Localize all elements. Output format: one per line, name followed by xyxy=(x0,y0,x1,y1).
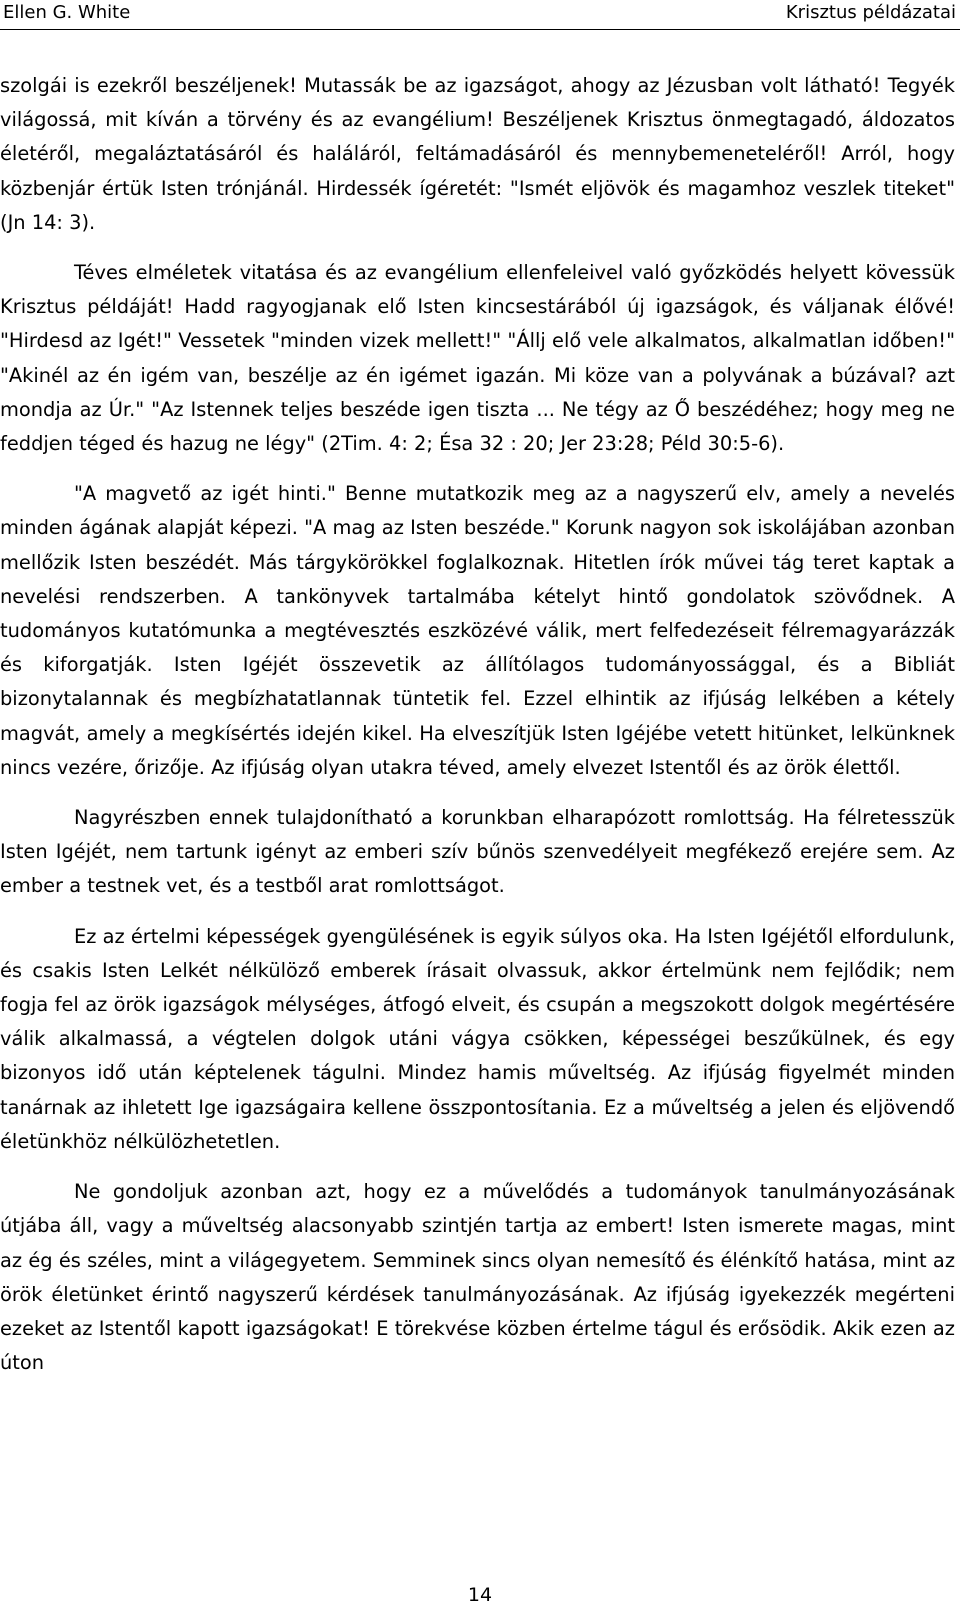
body-text xyxy=(0,69,955,1380)
author-name: Ellen G. White xyxy=(3,2,131,23)
header-divider xyxy=(0,29,960,30)
paragraph-5: Ez az értelmi képességek gyengülésének is egyik súlyos oka. Ha Isten Igéjétől elfordulunk, és csakis Isten Lelkét nélkülöző emberek írásait olvassuk, akkor értelmünk nem fejlődik; nem fogja fel az örök igazságok mélységes, átfogó elveit, és csupán a megszokott dolgok megértésére válik alkalmassá, a végtelen dolgok utáni vágya csökken, képességei beszűkülnek, és egy bizonyos idő után képtelenek tágulni. Mindez hamis műveltség. Az ifjúság figyelmét minden tanárnak az ihletett Ige igazságaira kellene összpontosítania. Ez a műveltség a jelen és eljövendő életünkhöz nélkülözhetetlen. xyxy=(0,924,955,1153)
paragraph-2: Téves elméletek vitatása és az evangélium ellenfeleivel való győzködés helyett kövessük Krisztus példáját! Hadd ragyogjanak elő Isten kincsestárából új igazságok, és váljanak élővé! "Hirdesd az Igét!" Vessetek "minden vizek mellett!" "Állj elő vele alkalmatos, alkalmatlan időben!" "Akinél az én igém van, beszélje az én igémet igazán. Mi köze van a polyvának a búzával? azt mondja az Úr." "Az Istennek teljes beszéde igen tiszta ... Ne tégy az Ő beszédéhez; hogy meg ne feddjen téged és hazug ne légy" (2Tim. 4: 2; Ésa 32 : 20; Jer 23:28; Péld 30:5-6). xyxy=(0,261,955,456)
paragraph-6: Ne gondoljuk azonban azt, hogy ez a művelődés a tudományok tanulmányozásának útjába áll, vagy a műveltség alacsonyabb szintjén tartja az embert! Isten ismerete magas, mint az ég és széles, mint a világegyetem. Semminek sincs olyan nemesítő és élénkítő hatása, mint az örök életünket érintő nagyszerű kérdések tanulmányozásának. Az ifjúság igyekezzék megérteni ezeket az Istentől kapott igazságokat! E törekvése közben értelme tágul és erősödik. Akik ezen az úton xyxy=(0,1180,955,1375)
book-title: Krisztus példázatai xyxy=(785,2,956,23)
paragraph-4: Nagyrészben ennek tulajdonítható a korunkban elharapózott romlottság. Ha félretesszük Isten Igéjét, nem tartunk igényt az emberi szív bűnös szenvedélyeit megfékező erejére sem. Az ember a testnek vet, és a testből arat romlottságot. xyxy=(0,806,955,898)
page-number: 14 xyxy=(467,1584,493,1606)
paragraph-1: szolgái is ezekről beszéljenek! Mutassák be az igazságot, ahogy az Jézusban volt látható! Tegyék világossá, mit kíván a törvény és az evangélium! Beszéljenek Krisztus önmegtagadó, áldozatos életéről, megaláztatásáról és haláláról, feltámadásáról és mennybemeneteléről! Arról, hogy közbenjár értük Isten trónjánál. Hirdessék ígéretét: "Ismét eljövök és magamhoz veszlek titeket" (Jn 14: 3). xyxy=(0,74,955,234)
page-header xyxy=(0,0,960,30)
paragraph-3: "A magvető az igét hinti." Benne mutatkozik meg az a nagyszerű elv, amely a nevelés minden ágának alapját képezi. "A mag az Isten beszéde." Korunk nagyon sok iskolájában azonban mellőzik Isten beszédét. Más tárgykörökkel foglalkoznak. Hitetlen írók művei tág teret kaptak a nevelési rendszerben. A tankönyvek tartalmába kételyt hintő gondolatok szövődnek. A tudományos kutatómunka a megtévesztés eszközévé válik, mert felfedezéseit félremagyarázzák és kiforgatják. Isten Igéjét összevetik az állítólagos tudományossággal, és a Bibliát bizonytalannak és megbízhatatlannak tüntetik fel. Ezzel elhintik az ifjúság lelkében a kétely magvát, amely a megkísértés idején kikel. Ha elveszítjük Isten Igéjébe vetett hitünket, lelkünknek nincs vezére, őrizője. Az ifjúság olyan utakra téved, amely elvezet Istentől és az örök élettől. xyxy=(0,482,955,779)
